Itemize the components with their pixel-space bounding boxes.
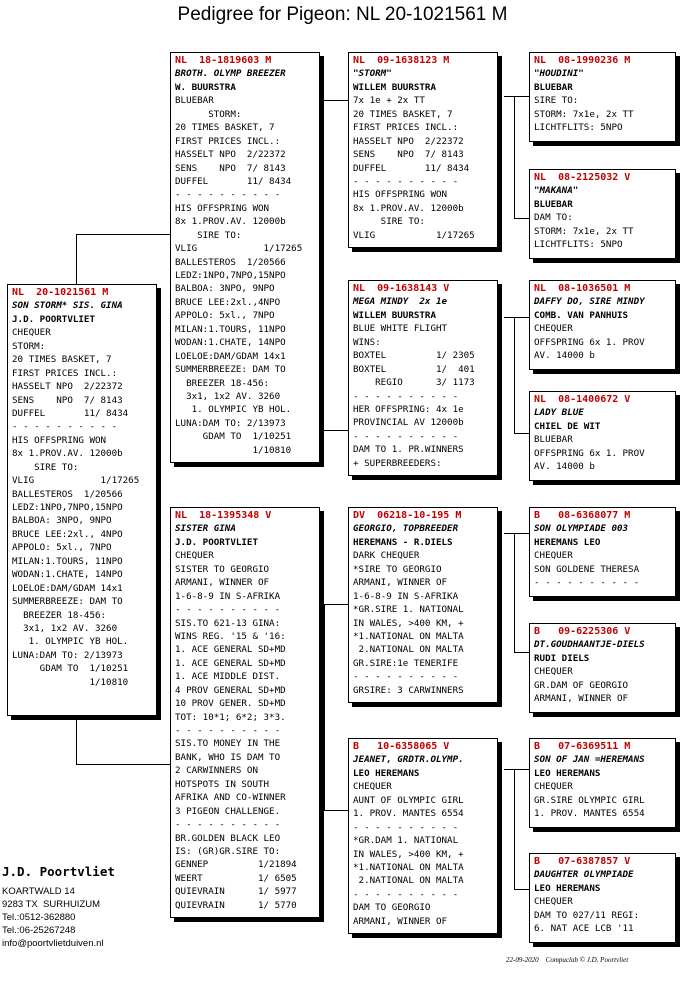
- pedigree-line: SENS NPO 7/ 8143: [12, 394, 123, 406]
- pedigree-line: *GR.DAM 1. NATIONAL: [353, 835, 459, 847]
- pedigree-line: ARMANI, WINNER OF: [534, 693, 629, 705]
- pedigree-line: GRSIRE: 3 CARWINNERS: [353, 684, 464, 696]
- pedigree-line: LEDZ:1NPO,7NPO,15NPO: [175, 270, 286, 281]
- pedigree-line: SIRE TO:: [175, 229, 242, 241]
- breeder-phone: Tel.:0512-362880: [2, 912, 76, 923]
- pedigree-line: 1. PROV. MANTES 6554: [534, 808, 645, 820]
- connector-line: [514, 889, 529, 890]
- pigeon-card-dam-dam[interactable]: [348, 738, 498, 934]
- pedigree-line: 1-6-8-9 IN S-AFRIKA: [353, 590, 459, 602]
- pigeon-owner: LEO HEREMANS: [353, 767, 420, 779]
- connector-line: [514, 96, 515, 218]
- pedigree-line: LICHTFLITS: 5NPO: [534, 239, 623, 251]
- pedigree-line: SUMMERBREEZE: DAM TO: [175, 364, 286, 376]
- pedigree-line: CHEQUER: [534, 323, 573, 335]
- pigeon-owner: BLUEBAR: [534, 198, 573, 210]
- pigeon-name: DAUGHTER OLYMPIADE: [534, 869, 634, 881]
- pedigree-line: HIS OFFSPRING WON: [353, 189, 448, 201]
- pigeon-name: SON STORM* SIS. GINA: [12, 300, 123, 312]
- ring-number: NL 08-2125032 V: [534, 172, 631, 183]
- pigeon-owner: WILLEM BUURSTRA: [353, 309, 436, 321]
- breeder-address-line: KOARTWALD 14: [2, 886, 75, 897]
- pedigree-line: SIRE TO:: [353, 216, 425, 228]
- pedigree-line: CHEQUER: [534, 781, 573, 793]
- pedigree-line: SIS.TO 621-13 GINA:: [175, 617, 281, 629]
- connector-line: [514, 652, 529, 653]
- pigeon-name: SON OLYMPIADE 003: [534, 523, 629, 535]
- connector-line: [324, 810, 349, 811]
- pigeon-owner: COMB. VAN PANHUIS: [534, 309, 629, 321]
- pedigree-line: LUNA:DAM TO: 2/13973: [175, 417, 286, 429]
- pedigree-line: CHEQUER: [534, 550, 573, 562]
- connector-line: [514, 769, 515, 889]
- pedigree-line: AUNT OF OLYMPIC GIRL: [353, 794, 464, 806]
- pedigree-line: 20 TIMES BASKET, 7: [353, 108, 453, 120]
- pedigree-line: 1. OLYMPIC YB HOL.: [12, 636, 129, 648]
- connector-line: [76, 717, 77, 765]
- pedigree-line: ARMANI, WINNER OF: [353, 577, 448, 589]
- pedigree-line: 8x 1.PROV.AV. 12000b: [12, 448, 123, 460]
- breeder-email[interactable]: info@poortvlietduiven.nl: [2, 938, 104, 949]
- connector-line: [76, 234, 170, 235]
- pedigree-line: SUMMERBREEZE: DAM TO: [12, 596, 123, 608]
- connector-line: [514, 218, 529, 219]
- pedigree-line: - - - - - - - - - -: [175, 189, 281, 201]
- pedigree-line: 8x 1.PROV.AV. 12000b: [353, 202, 464, 214]
- connector-line: [76, 234, 77, 286]
- pedigree-line: GDAM TO 1/10251: [175, 431, 292, 443]
- pigeon-card-sdd[interactable]: [529, 391, 676, 481]
- connector-line: [76, 764, 170, 765]
- pedigree-line: - - - - - - - - - -: [353, 430, 459, 442]
- pigeon-owner: BLUEBAR: [534, 81, 573, 93]
- pigeon-card-sire-dam[interactable]: [348, 280, 498, 476]
- pedigree-line: STORM:: [175, 108, 242, 120]
- connector-line: [504, 533, 529, 534]
- pedigree-line: HASSELT NPO 2/22372: [353, 135, 464, 147]
- pedigree-line: OFFSPRING 6x 1. PROV: [534, 336, 645, 348]
- pedigree-line: LUNA:DAM TO: 2/13973: [12, 649, 123, 661]
- pedigree-line: - - - - - - - - - -: [353, 888, 459, 900]
- pedigree-line: CHEQUER: [12, 327, 51, 339]
- pigeon-card-ddd[interactable]: [529, 853, 676, 943]
- pigeon-owner: W. BUURSTRA: [175, 81, 236, 93]
- pedigree-line: DAM TO GEORGIO: [353, 902, 431, 914]
- pedigree-line: 2.NATIONAL ON MALTA: [353, 644, 464, 656]
- pedigree-line: *SIRE TO GEORGIO: [353, 563, 442, 575]
- pedigree-line: STORM: 7x1e, 2x TT: [534, 108, 634, 120]
- pigeon-card-dsd[interactable]: [529, 623, 676, 713]
- pedigree-line: DARK CHEQUER: [353, 550, 420, 562]
- ring-number: NL 08-1990236 M: [534, 55, 631, 66]
- pedigree-line: BALLESTEROS 1/20566: [12, 488, 123, 500]
- pedigree-line: 8x 1.PROV.AV. 12000b: [175, 216, 286, 228]
- pigeon-name: "STORM": [353, 68, 392, 80]
- pedigree-line: 1/10810: [175, 444, 292, 456]
- pedigree-line: DUFFEL 11/ 8434: [353, 162, 470, 174]
- connector-line: [324, 604, 349, 605]
- pedigree-line: WINS:: [353, 336, 381, 348]
- pedigree-line: - - - - - - - - - -: [353, 175, 459, 187]
- pedigree-line: SISTER TO GEORGIO: [175, 563, 270, 575]
- pigeon-card-sire[interactable]: [170, 52, 320, 463]
- pedigree-line: SIS.TO MONEY IN THE: [175, 738, 281, 750]
- pedigree-line: TOT: 10*1; 6*2; 3*3.: [175, 711, 286, 723]
- breeder-name: J.D. Poortvliet: [2, 864, 115, 879]
- pigeon-owner: HEREMANS LEO: [534, 536, 601, 548]
- pedigree-line: OFFSPRING 6x 1. PROV: [534, 447, 645, 459]
- pedigree-line: BRUCE LEE:2xl., 4NPO: [12, 528, 123, 540]
- pedigree-line: - - - - - - - - - -: [353, 390, 459, 402]
- pedigree-line: - - - - - - - - - -: [12, 421, 118, 433]
- pigeon-name: BROTH. OLYMP BREEZER: [175, 68, 286, 80]
- pedigree-line: 3 PIGEON CHALLENGE.: [175, 805, 281, 817]
- pedigree-line: 1. ACE GENERAL SD+MD: [175, 657, 286, 669]
- pedigree-line: HIS OFFSPRING WON: [12, 434, 107, 446]
- ring-number: NL 18-1819603 M: [175, 55, 272, 66]
- footer-credit: 22-09-2020 Compuclub © J.D. Poortvliet: [506, 956, 629, 964]
- pedigree-line: BOXTEL 1/ 2305: [353, 350, 475, 362]
- pedigree-line: 1/10810: [12, 676, 129, 688]
- pedigree-line: 1. ACE MIDDLE DIST.: [175, 671, 281, 683]
- pedigree-line: SIRE TO:: [534, 95, 579, 107]
- pedigree-line: *1.NATIONAL ON MALTA: [353, 861, 464, 873]
- pedigree-line: FIRST PRICES INCL.:: [12, 367, 118, 379]
- pedigree-line: BR.GOLDEN BLACK LEO: [175, 832, 281, 844]
- pigeon-owner: J.D. POORTVLIET: [175, 536, 258, 548]
- pedigree-line: DUFFEL 11/ 8434: [12, 407, 129, 419]
- pedigree-line: FIRST PRICES INCL.:: [353, 122, 459, 134]
- pedigree-line: LEDZ:1NPO,7NPO,15NPO: [12, 502, 123, 513]
- pedigree-line: BLUEBAR: [534, 434, 573, 446]
- pigeon-owner: HEREMANS - R.DIELS: [353, 536, 453, 548]
- pedigree-line: LICHTFLITS: 5NPO: [534, 122, 623, 134]
- connector-line: [504, 317, 529, 318]
- pigeon-card-dam-sire[interactable]: [348, 507, 498, 703]
- pedigree-line: + SUPERBREEDERS:: [353, 457, 442, 469]
- pigeon-card-dds[interactable]: [529, 738, 676, 828]
- pedigree-line: 7x 1e + 2x TT: [353, 95, 425, 107]
- page-title: Pedigree for Pigeon: NL 20-1021561 M: [177, 4, 508, 25]
- pedigree-line: PROVINCIAL AV 12000b: [353, 417, 464, 429]
- pedigree-line: SENS NPO 7/ 8143: [353, 149, 464, 161]
- breeder-mobile: Tel.:06-25267248: [2, 925, 76, 936]
- pedigree-line: BLUEBAR: [175, 95, 214, 107]
- pigeon-owner: J.D. POORTVLIET: [12, 313, 95, 325]
- pedigree-line: SON GOLDENE THERESA: [534, 563, 640, 575]
- connector-line: [504, 769, 529, 770]
- pigeon-name: "MAKANA": [534, 185, 579, 197]
- connector-line: [322, 430, 348, 431]
- pigeon-name: DT.GOUDHAANTJE-DIELS: [534, 639, 645, 651]
- pigeon-owner: WILLEM BUURSTRA: [353, 81, 436, 93]
- pedigree-line: BALBOA: 3NPO, 9NPO: [175, 283, 275, 295]
- pedigree-line: STORM:: [12, 340, 46, 352]
- pedigree-line: BALBOA: 3NPO, 9NPO: [12, 515, 112, 527]
- pedigree-line: FIRST PRICES INCL.:: [175, 135, 281, 147]
- pigeon-name: LADY BLUE: [534, 407, 584, 419]
- ring-number: NL 09-1638123 M: [353, 55, 450, 66]
- pigeon-card-sss[interactable]: [529, 52, 676, 142]
- pedigree-line: QUIEVRAIN 1/ 5977: [175, 886, 297, 898]
- pigeon-name: GEORGIO, TOPBREEDER: [353, 523, 459, 535]
- pigeon-name: DAFFY DO, SIRE MINDY: [534, 296, 645, 308]
- pedigree-line: 1. ACE GENERAL SD+MD: [175, 644, 286, 656]
- pedigree-line: IN WALES, >400 KM, +: [353, 848, 464, 860]
- ring-number: NL 09-1638143 V: [353, 283, 450, 294]
- pigeon-owner: LEO HEREMANS: [534, 882, 601, 894]
- pedigree-line: CHEQUER: [175, 550, 214, 562]
- pedigree-line: BOXTEL 1/ 401: [353, 363, 475, 375]
- pedigree-line: DAM TO 027/11 REGI:: [534, 909, 640, 921]
- pedigree-line: 1-6-8-9 IN S-AFRIKA: [175, 590, 281, 602]
- pedigree-line: ARMANI, WINNER OF: [175, 577, 270, 589]
- pedigree-line: CHEQUER: [534, 666, 573, 678]
- pedigree-line: IS: (GR)GR.SIRE TO:: [175, 845, 281, 857]
- pigeon-card-sire-sire[interactable]: [348, 52, 498, 248]
- pedigree-line: WODAN:1.CHATE, 14NPO: [12, 569, 123, 581]
- pigeon-owner: CHIEL DE WIT: [534, 420, 601, 432]
- pedigree-line: BALLESTEROS 1/20566: [175, 256, 286, 268]
- pedigree-line: WINS REG. '15 & '16:: [175, 630, 286, 642]
- pedigree-line: 6. NAT ACE LCB '11: [534, 923, 634, 935]
- pedigree-line: QUIEVRAIN 1/ 5770: [175, 899, 297, 911]
- ring-number: B 07-6387857 V: [534, 856, 631, 867]
- pedigree-line: 20 TIMES BASKET, 7: [12, 354, 112, 366]
- pedigree-line: AV. 14000 b: [534, 350, 595, 362]
- pedigree-line: SIRE TO:: [12, 461, 79, 473]
- pedigree-line: LOELOE:DAM/GDAM 14x1: [175, 350, 286, 362]
- pigeon-card-ssd[interactable]: [529, 169, 676, 259]
- pedigree-line: HASSELT NPO 2/22372: [12, 381, 123, 393]
- pedigree-line: GENNEP 1/21894: [175, 859, 297, 871]
- pedigree-line: - - - - - - - - - -: [175, 819, 281, 831]
- ring-number: NL 18-1395348 V: [175, 510, 272, 521]
- pigeon-name: "HOUDINI": [534, 68, 584, 80]
- pedigree-line: HER OFFSPRING: 4x 1e: [353, 403, 464, 415]
- pigeon-owner: LEO HEREMANS: [534, 767, 601, 779]
- pedigree-line: HASSELT NPO 2/22372: [175, 149, 286, 161]
- pedigree-line: APPOLO: 5xl., 7NPO: [175, 310, 275, 322]
- ring-number: B 09-6225306 V: [534, 626, 631, 637]
- pedigree-line: WODAN:1.CHATE, 14NPO: [175, 337, 286, 349]
- pigeon-card-dam[interactable]: [170, 507, 320, 918]
- pedigree-line: REGIO 3/ 1173: [353, 377, 475, 389]
- pedigree-line: GR.SIRE OLYMPIC GIRL: [534, 794, 645, 806]
- pedigree-line: ARMANI, WINNER OF: [353, 915, 448, 927]
- connector-line: [322, 100, 323, 430]
- pedigree-line: MILAN:1.TOURS, 11NPO: [12, 555, 123, 567]
- connector-line: [322, 100, 348, 101]
- breeder-info: [2, 864, 115, 950]
- pigeon-card-sds[interactable]: [529, 280, 676, 370]
- pigeon-owner: RUDI DIELS: [534, 652, 590, 664]
- pedigree-line: CHEQUER: [534, 896, 573, 908]
- breeder-address-line: 9283 TX SURHUIZUM: [2, 899, 101, 910]
- ring-number: B 10-6358065 V: [353, 741, 450, 752]
- pedigree-line: GDAM TO 1/10251: [12, 663, 129, 675]
- pigeon-card-dss[interactable]: [529, 507, 676, 597]
- pedigree-line: DAM TO:: [534, 212, 573, 224]
- pedigree-line: VLIG 1/17265: [12, 475, 140, 487]
- pedigree-line: *GR.SIRE 1. NATIONAL: [353, 604, 464, 616]
- ring-number: B 07-6369511 M: [534, 741, 631, 752]
- pedigree-line: 3x1, 1x2 AV. 3260: [175, 390, 281, 402]
- pedigree-line: *1.NATIONAL ON MALTA: [353, 630, 464, 642]
- pigeon-name: SON OF JAN =HEREMANS: [534, 754, 645, 766]
- pedigree-line: 2 CARWINNERS ON: [175, 765, 258, 777]
- pedigree-line: - - - - - - - - - -: [175, 604, 281, 616]
- pedigree-line: 20 TIMES BASKET, 7: [175, 122, 275, 134]
- ring-number: B 08-6368077 M: [534, 510, 631, 521]
- ring-number: DV 06218-10-195 M: [353, 510, 462, 521]
- pedigree-line: HOTSPOTS IN SOUTH: [175, 778, 270, 790]
- connector-line: [504, 96, 529, 97]
- pedigree-line: BLUE WHITE FLIGHT: [353, 323, 448, 335]
- pigeon-card-subject[interactable]: [7, 284, 157, 716]
- pedigree-line: BREEZER 18-456:: [175, 377, 270, 389]
- ring-number: NL 20-1021561 M: [12, 287, 109, 298]
- pigeon-name: MEGA MINDY 2x 1e: [353, 296, 448, 308]
- pedigree-line: BRUCE LEE:2xl.,4NPO: [175, 296, 281, 308]
- pedigree-line: - - - - - - - - - -: [353, 671, 459, 683]
- pedigree-line: MILAN:1.TOURS, 11NPO: [175, 323, 286, 335]
- pedigree-line: GR.SIRE:1e TENERIFE: [353, 657, 459, 669]
- pedigree-line: STORM: 7x1e, 2x TT: [534, 225, 634, 237]
- pedigree-line: AFRIKA AND CO-WINNER: [175, 792, 286, 804]
- pedigree-line: - - - - - - - - - -: [534, 577, 640, 589]
- pedigree-line: BANK, WHO IS DAM TO: [175, 751, 281, 763]
- pedigree-line: BREEZER 18-456:: [12, 609, 107, 621]
- pedigree-line: 4 PROV GENERAL SD+MD: [175, 684, 286, 696]
- pedigree-line: - - - - - - - - - -: [175, 725, 281, 736]
- pedigree-line: DAM TO 1. PR.WINNERS: [353, 444, 464, 456]
- pigeon-name: JEANET, GRDTR.OLYMP.: [353, 754, 464, 766]
- pedigree-line: GR.DAM OF GEORGIO: [534, 679, 629, 691]
- ring-number: NL 08-1400672 V: [534, 394, 631, 405]
- pedigree-line: DUFFEL 11/ 8434: [175, 175, 292, 187]
- ring-number: NL 08-1036501 M: [534, 283, 631, 294]
- pedigree-line: 1. OLYMPIC YB HOL.: [175, 404, 292, 416]
- pedigree-line: VLIG 1/17265: [353, 229, 475, 241]
- pedigree-line: CHEQUER: [353, 781, 392, 793]
- pedigree-line: HIS OFFSPRING WON: [175, 202, 270, 214]
- pedigree-line: APPOLO: 5xl., 7NPO: [12, 542, 112, 554]
- pedigree-line: VLIG 1/17265: [175, 243, 303, 255]
- pigeon-name: SISTER GINA: [175, 523, 236, 535]
- pedigree-line: IN WALES, >400 KM, +: [353, 617, 464, 629]
- pedigree-line: 2.NATIONAL ON MALTA: [353, 875, 464, 887]
- connector-line: [514, 317, 515, 433]
- pedigree-line: LOELOE:DAM/GDAM 14x1: [12, 582, 123, 594]
- pedigree-line: WEERT 1/ 6505: [175, 872, 297, 884]
- connector-line: [324, 604, 325, 811]
- pedigree-line: 3x1, 1x2 AV. 3260: [12, 622, 118, 634]
- pedigree-line: - - - - - - - - - -: [353, 821, 459, 833]
- pedigree-line: SENS NPO 7/ 8143: [175, 162, 286, 174]
- pedigree-line: 1. PROV. MANTES 6554: [353, 808, 464, 820]
- connector-line: [514, 533, 515, 652]
- pedigree-line: 10 PROV GENER. SD+MD: [175, 698, 286, 710]
- pedigree-line: AV. 14000 b: [534, 461, 595, 473]
- connector-line: [514, 433, 529, 434]
